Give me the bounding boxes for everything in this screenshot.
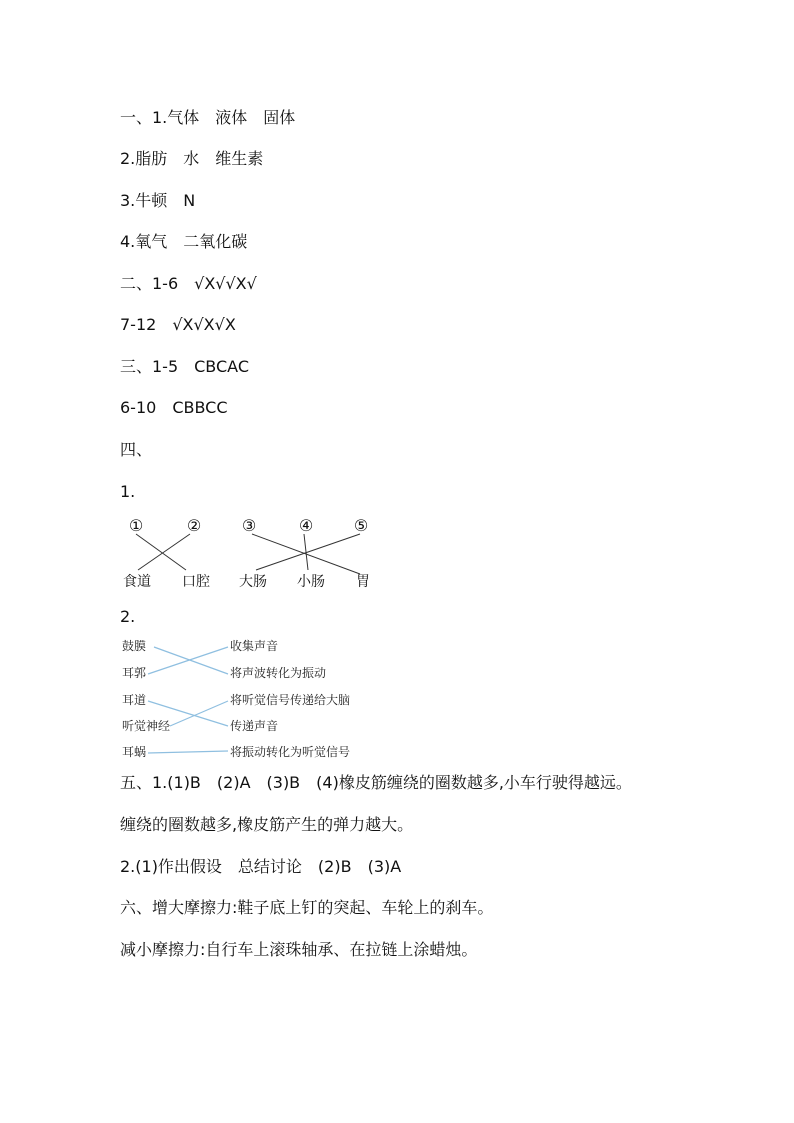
ear-part-auricle: 耳郭 xyxy=(122,666,147,680)
section-5-line-3: 2.(1)作出假设 总结讨论 (2)B (3)A xyxy=(120,857,402,876)
ear-func-to-brain: 将听觉信号传递给大脑 xyxy=(230,693,351,707)
answer-2-line: 2.脂肪 水 维生素 xyxy=(120,149,264,168)
ear-func-signal: 将振动转化为听觉信号 xyxy=(230,745,351,759)
number-2: ② xyxy=(186,516,202,535)
answer-3-line: 3.牛顿 N xyxy=(120,191,196,210)
match-line-2-to-esophagus xyxy=(138,534,190,570)
ear-part-ear-canal: 耳道 xyxy=(122,693,147,707)
ear-match-lines xyxy=(148,647,228,753)
ear-func-transmit: 传递声音 xyxy=(230,719,279,733)
ear-part-auditory-nerve: 听觉神经 xyxy=(122,719,171,733)
judge-7-12-line: 7-12 √X√X√X xyxy=(120,315,236,334)
section-5-line-1: 五、1.(1)B (2)A (3)B (4)橡皮筋缠绕的圈数越多,小车行驶得越远。 xyxy=(120,773,632,792)
choice-6-10-line: 6-10 CBBCC xyxy=(120,398,228,417)
organ-small-intestine: 小肠 xyxy=(297,574,325,590)
number-4: ④ xyxy=(298,516,314,535)
ear-matching-figure xyxy=(118,634,368,764)
ear-func-collect: 收集声音 xyxy=(230,639,279,653)
digestive-matching-figure xyxy=(118,514,378,594)
number-5: ⑤ xyxy=(353,516,369,535)
match-auditory-nerve xyxy=(170,701,228,726)
match-line-1-to-mouth xyxy=(136,534,186,570)
organ-stomach: 胃 xyxy=(356,574,370,590)
section-4-item-1-label: 1. xyxy=(120,482,136,501)
organ-esophagus: 食道 xyxy=(123,574,151,590)
section-4-heading: 四、 xyxy=(120,440,153,459)
match-cochlea xyxy=(148,751,228,753)
section-6-line-2: 减小摩擦力:自行车上滚珠轴承、在拉链上涂蜡烛。 xyxy=(120,940,478,959)
number-1: ① xyxy=(128,516,144,535)
section-6-line-1: 六、增大摩擦力:鞋子底上钉的突起、车轮上的刹车。 xyxy=(120,898,494,917)
answer-1-line: 一、1.气体 液体 固体 xyxy=(120,108,296,127)
judge-1-6-line: 二、1-6 √X√√X√ xyxy=(120,274,257,293)
number-3: ③ xyxy=(241,516,257,535)
section-5-line-2: 缠绕的圈数越多,橡皮筋产生的弹力越大。 xyxy=(120,815,414,834)
section-4-item-2-label: 2. xyxy=(120,607,136,626)
organ-large-intestine: 大肠 xyxy=(239,574,267,590)
answer-4-line: 4.氧气 二氧化碳 xyxy=(120,232,248,251)
ear-part-cochlea: 耳蜗 xyxy=(122,745,147,759)
ear-func-vibrate: 将声波转化为振动 xyxy=(230,666,327,680)
choice-1-5-line: 三、1-5 CBCAC xyxy=(120,357,250,376)
ear-part-eardrum: 鼓膜 xyxy=(122,639,147,653)
digestive-match-lines xyxy=(136,534,360,574)
match-line-5-to-large-intestine xyxy=(256,534,360,570)
organ-mouth: 口腔 xyxy=(182,574,210,590)
